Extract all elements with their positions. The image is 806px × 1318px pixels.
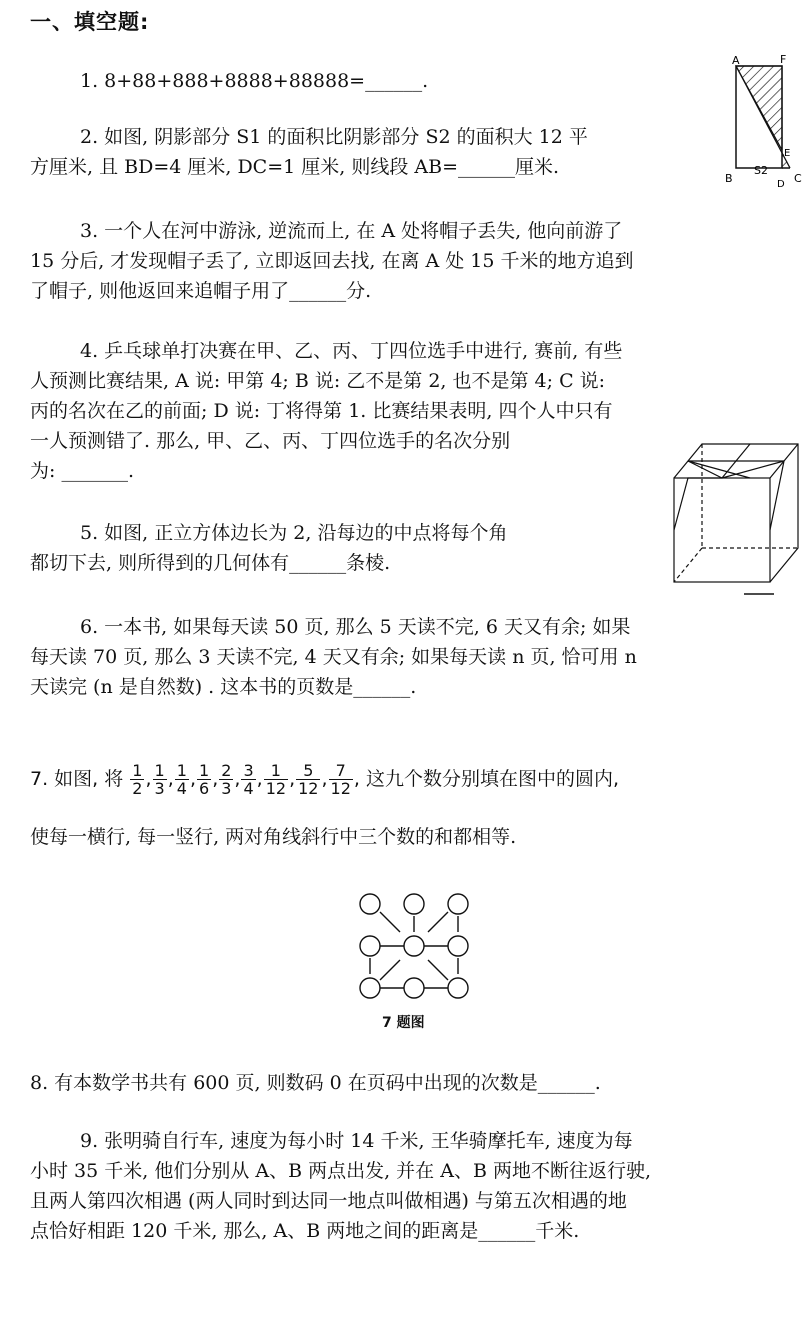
question-3 <box>30 216 634 306</box>
fraction-separator: , <box>212 768 219 790</box>
fraction-separator: , <box>145 768 152 790</box>
section-title: 一、填空题: <box>30 10 150 34</box>
fraction <box>219 762 233 797</box>
label-b: B <box>725 172 733 185</box>
question-9-line-2: 小时 35 千米, 他们分别从 A、B 两点出发, 并在 A、B 两地不断往返行驶, <box>30 1160 651 1182</box>
fraction <box>264 762 288 797</box>
question-4-line-5: 为: _______. <box>30 460 134 482</box>
fraction-numerator: 2 <box>221 761 232 780</box>
question-6-line-3: 天读完 (n 是自然数) . 这本书的页数是______. <box>30 676 417 698</box>
question-3-line-1: 3. 一个人在河中游泳, 逆流而上, 在 A 处将帽子丢失, 他向前游了 <box>80 220 623 242</box>
question-2 <box>30 122 588 182</box>
label-d: D <box>777 179 785 190</box>
cube-front-face <box>674 478 770 582</box>
question-6-line-2: 每天读 70 页, 那么 3 天读不完, 4 天又有余; 如果每天读 n 页, 恰可用 n <box>30 646 637 668</box>
question-7-line-1 <box>30 760 619 798</box>
question-1: 1. 8+88+888+8888+88888=______. <box>80 70 429 92</box>
circle-r1c2 <box>404 894 424 914</box>
fraction-numerator: 1 <box>176 761 187 780</box>
question-7-line-2: 使每一横行, 每一竖行, 两对角线斜行中三个数的和都相等. <box>30 826 517 848</box>
label-f: F <box>780 53 787 66</box>
fraction-denominator: 12 <box>265 779 287 798</box>
label-e: E <box>784 148 791 159</box>
fraction-numerator: 1 <box>154 761 165 780</box>
question-5-line-2: 都切下去, 则所得到的几何体有______条棱. <box>30 552 391 574</box>
fraction-denominator: 6 <box>199 779 210 798</box>
fraction-separator: , <box>256 768 263 790</box>
question-4-line-4: 一人预测错了. 那么, 甲、乙、丙、丁四位选手的名次分别 <box>30 430 511 452</box>
question-2-line-2: 方厘米, 且 BD=4 厘米, DC=1 厘米, 则线段 AB=______厘米. <box>30 156 560 178</box>
question-7-prefix: 7. 如图, 将 <box>30 768 124 790</box>
question-6-line-1: 6. 一本书, 如果每天读 50 页, 那么 5 天读不完, 6 天又有余; 如果 <box>80 616 631 638</box>
question-9 <box>30 1126 651 1246</box>
fraction-numerator: 1 <box>199 761 210 780</box>
circle-r2c2 <box>404 936 424 956</box>
fraction-denominator: 12 <box>298 779 319 798</box>
fraction-denominator: 4 <box>176 779 187 798</box>
fraction-separator: , <box>353 768 360 790</box>
fraction <box>175 762 189 797</box>
circle-r1c1 <box>360 894 380 914</box>
fraction-denominator: 3 <box>154 779 165 798</box>
rectangle-triangle-figure <box>720 50 806 190</box>
fraction-denominator: 2 <box>132 779 143 798</box>
question-4 <box>30 336 622 486</box>
cube-corner-cuts <box>674 444 784 530</box>
fraction-numerator: 7 <box>329 762 353 780</box>
fraction <box>296 762 320 797</box>
circle-r2c1 <box>360 936 380 956</box>
question-4-line-1: 4. 乒乓球单打决赛在甲、乙、丙、丁四位选手中进行, 赛前, 有些 <box>80 340 623 362</box>
fraction <box>329 762 353 797</box>
fraction-separator: , <box>234 768 241 790</box>
question-6 <box>30 612 637 702</box>
question-9-line-3: 且两人第四次相遇 (两人同时到达同一地点叫做相遇) 与第五次相遇的地 <box>30 1190 627 1212</box>
fraction <box>130 762 144 797</box>
fraction-denominator: 3 <box>221 779 232 798</box>
fraction-numerator: 1 <box>132 761 143 780</box>
cube-hidden-edges <box>674 444 798 582</box>
question-3-line-2: 15 分后, 才发现帽子丢了, 立即返回去找, 在离 A 处 15 千米的地方追到 <box>30 250 634 272</box>
cube-back-edges <box>674 444 798 582</box>
question-9-line-4: 点恰好相距 120 千米, 那么, A、B 两地之间的距离是______千米. <box>30 1220 580 1242</box>
question-5-line-1: 5. 如图, 正立方体边长为 2, 沿每边的中点将每个角 <box>80 522 508 544</box>
circle-r1c3 <box>448 894 468 914</box>
fraction-numerator: 5 <box>296 762 320 780</box>
question-3-line-3: 了帽子, 则他返回来追帽子用了______分. <box>30 280 372 302</box>
circle-r3c2 <box>404 978 424 998</box>
cube-figure <box>668 432 800 598</box>
fraction <box>153 762 167 797</box>
circle-r3c3 <box>448 978 468 998</box>
label-s2: S2 <box>754 164 768 177</box>
fraction <box>241 762 255 797</box>
fraction-denominator: 12 <box>330 779 351 798</box>
circle-r3c1 <box>360 978 380 998</box>
label-c: C <box>794 172 802 185</box>
circle-r2c3 <box>448 936 468 956</box>
question-8: 8. 有本数学书共有 600 页, 则数码 0 在页码中出现的次数是______. <box>30 1072 601 1094</box>
fraction-separator: , <box>167 768 174 790</box>
fraction-separator: , <box>189 768 196 790</box>
fraction-numerator: 1 <box>264 762 288 780</box>
fraction-separator: , <box>321 768 328 790</box>
fraction-denominator: 4 <box>243 779 254 798</box>
question-4-line-3: 丙的名次在乙的前面; D 说: 丁将得第 1. 比赛结果表明, 四个人中只有 <box>30 400 613 422</box>
circle-grid-figure <box>350 888 476 1004</box>
fraction-numerator: 3 <box>243 761 254 780</box>
fraction <box>197 762 211 797</box>
question-4-line-2: 人预测比赛结果, A 说: 甲第 4; B 说: 乙不是第 2, 也不是第 4; C 说: <box>30 370 606 392</box>
figure-7-caption: 7 题图 <box>382 1015 425 1031</box>
question-5 <box>30 518 507 578</box>
question-2-line-1: 2. 如图, 阴影部分 S1 的面积比阴影部分 S2 的面积大 12 平 <box>80 126 588 148</box>
fraction-list <box>129 761 360 798</box>
label-a: A <box>732 54 740 67</box>
question-7-suffix: 这九个数分别填在图中的圆内, <box>365 768 620 790</box>
question-9-line-1: 9. 张明骑自行车, 速度为每小时 14 千米, 王华骑摩托车, 速度为每 <box>80 1130 633 1152</box>
fraction-separator: , <box>289 768 296 790</box>
